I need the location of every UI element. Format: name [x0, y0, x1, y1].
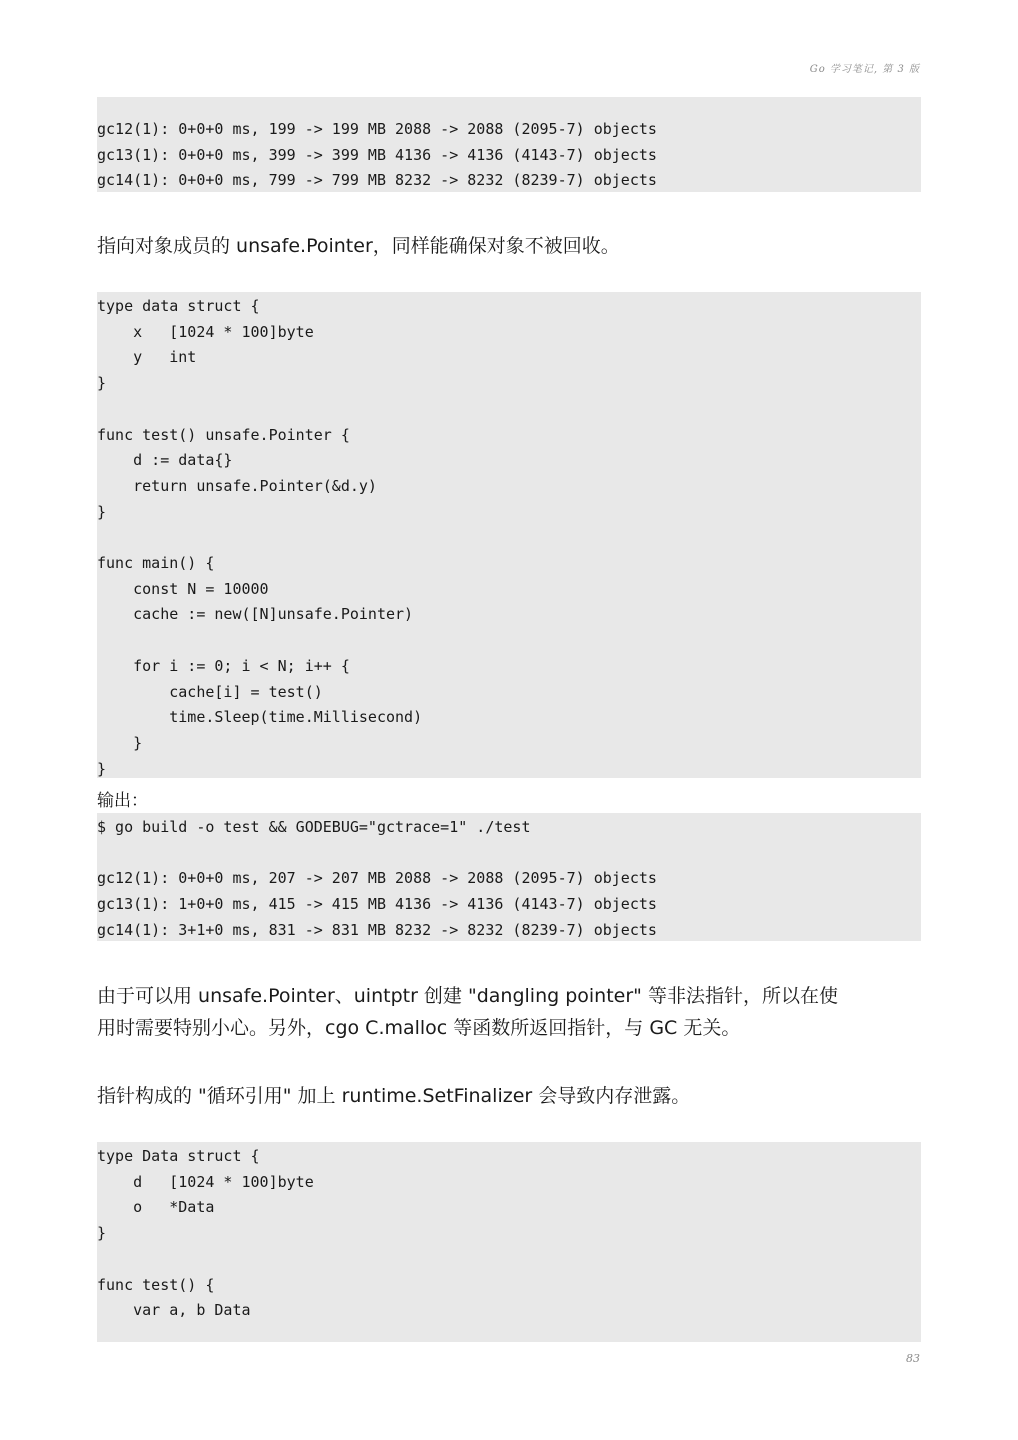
page-number: 83 [906, 1352, 920, 1365]
gc-trace-code-block-1: gc12(1): 0+0+0 ms, 199 -> 199 MB 2088 -> 2088 (2095-7) objects gc13(1): 0+0+0 ms, 399 -> 399 MB 4136 -> 4136 (4143-7) objects gc14(1): 0+0+0 ms, 799 -> 799 MB 8232 -> 8232 (8239-7) objects [97, 97, 921, 192]
dangling-pointer-paragraph-line2: 用时需要特别小心。另外，cgo C.malloc 等函数所返回指针，与 GC 无关。 [97, 1017, 741, 1039]
member-pointer-code-block: type data struct { x [1024 * 100]byte y int } func test() unsafe.Pointer { d := data{} return unsafe.Pointer(&d.y) } func main() { const N = 10000 cache := new([N]unsafe.Pointer) for i := 0; i < N; i++ { cache[i] = test() time.Sleep(time.Millisecond) } } [97, 292, 921, 778]
output-label: 输出： [97, 791, 148, 811]
dangling-pointer-paragraph-line1: 由于可以用 unsafe.Pointer、uintptr 创建 "dangling pointer" 等非法指针，所以在使 [97, 985, 838, 1007]
finalizer-leak-paragraph: 指针构成的 "循环引用" 加上 runtime.SetFinalizer 会导致内存泄露。 [97, 1085, 691, 1107]
member-pointer-paragraph: 指向对象成员的 unsafe.Pointer，同样能确保对象不被回收。 [97, 235, 620, 257]
finalizer-code-block: type Data struct { d [1024 * 100]byte o *Data } func test() { var a, b Data [97, 1142, 921, 1342]
gc-trace-code-block-2: $ go build -o test && GODEBUG="gctrace=1" ./test gc12(1): 0+0+0 ms, 207 -> 207 MB 2088 -> 2088 (2095-7) objects gc13(1): 1+0+0 ms, 415 -> 415 MB 4136 -> 4136 (4143-7) objects gc14(1): 3+1+0 ms, 831 -> 831 MB 8232 -> 8232 (8239-7) objects [97, 813, 921, 941]
running-header: Go 学习笔记, 第 3 版 [809, 64, 920, 75]
